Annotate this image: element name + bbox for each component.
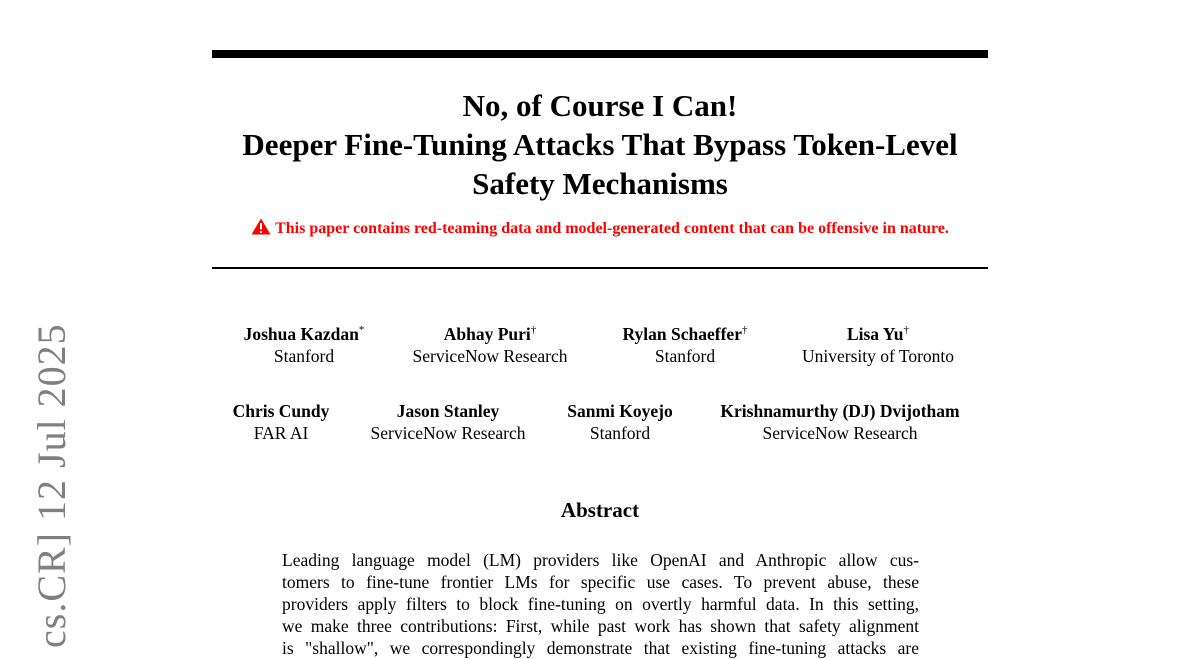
author-affiliation: University of Toronto: [801, 346, 955, 366]
author-name: Rylan Schaeffer†: [622, 324, 748, 344]
arxiv-side-stamp: cs.CR] 12 Jul 2025: [29, 323, 74, 648]
abstract-body: [282, 549, 919, 659]
author-mark: †: [741, 324, 748, 336]
title-line-2: Deeper Fine-Tuning Attacks That Bypass Token-Level: [242, 127, 958, 162]
author-name: Chris Cundy: [232, 401, 330, 421]
author-block: [233, 400, 330, 444]
author-name: Jason Stanley: [396, 401, 500, 421]
abstract-heading: Abstract: [560, 498, 640, 522]
abstract-line: is "shallow", we correspondingly demonstrate that existing fine-tuning attacks are: [282, 638, 919, 658]
author-name: Lisa Yu†: [846, 324, 910, 344]
author-affiliation: ServiceNow Research: [412, 346, 568, 366]
abstract-line: we make three contributions: First, while past work has shown that safety alignment: [282, 616, 919, 636]
author-affiliation: ServiceNow Research: [762, 423, 918, 443]
top-rule: [212, 50, 988, 58]
warning-icon: [251, 218, 271, 235]
author-block: [623, 323, 748, 367]
author-block: [720, 400, 959, 444]
author-affiliation: Stanford: [589, 423, 651, 443]
author-mark: †: [903, 324, 910, 336]
paper-title: [200, 86, 1000, 203]
title-line-3: Safety Mechanisms: [472, 166, 728, 201]
title-bottom-rule: [212, 267, 988, 269]
author-block: [370, 400, 525, 444]
author-affiliation: Stanford: [654, 346, 716, 366]
author-block: [567, 400, 673, 444]
abstract-line: tomers to fine-tune frontier LMs for specific use cases. To prevent abuse, these: [282, 572, 919, 592]
author-block: [412, 323, 567, 367]
author-affiliation: ServiceNow Research: [370, 423, 526, 443]
title-line-1: No, of Course I Can!: [462, 88, 738, 123]
author-name: Sanmi Koyejo: [567, 401, 673, 421]
content-warning: [150, 218, 1050, 238]
author-affiliation: FAR AI: [253, 423, 309, 443]
author-block: [802, 323, 954, 367]
warning-text: This paper contains red-teaming data and model-generated content that can be offensive in nature.: [275, 220, 949, 237]
author-affiliation: Stanford: [273, 346, 335, 366]
author-name: Krishnamurthy (DJ) Dvijotham: [720, 401, 960, 421]
author-mark: *: [358, 324, 365, 336]
author-name: Joshua Kazdan*: [243, 324, 365, 344]
author-block: [244, 323, 365, 367]
author-name: Abhay Puri†: [443, 324, 537, 344]
abstract-line: providers apply filters to block fine-tuning on overtly harmful data. In this setting,: [282, 594, 919, 614]
author-mark: †: [530, 324, 537, 336]
abstract-line: Leading language model (LM) providers like OpenAI and Anthropic allow cus-: [282, 550, 919, 570]
